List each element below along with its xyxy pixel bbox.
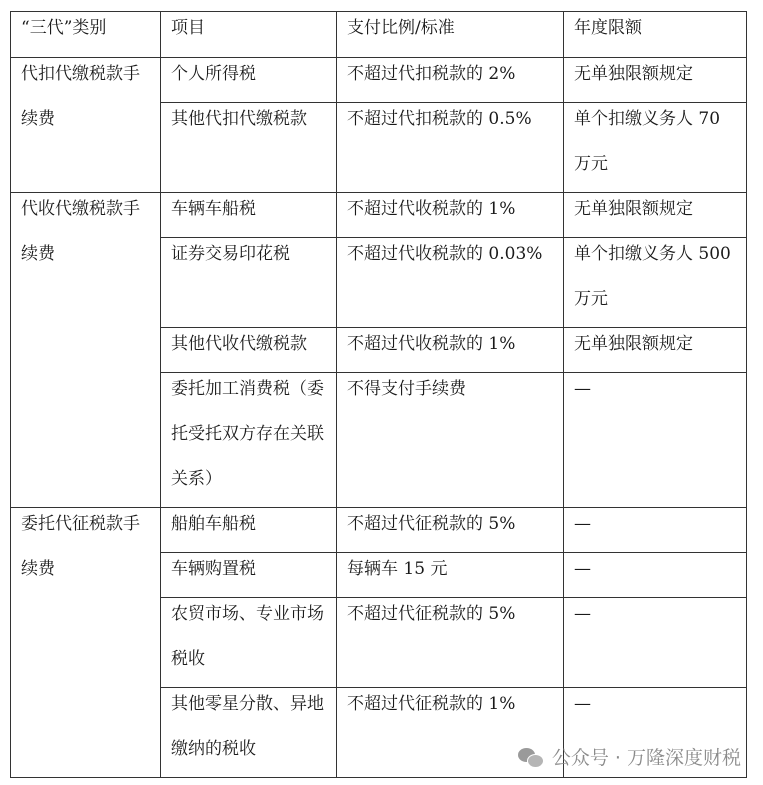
item-cell: 农贸市场、专业市场税收 (161, 598, 337, 688)
rate-cell: 不超过代收税款的 0.03% (337, 238, 564, 328)
limit-cell: — (564, 598, 747, 688)
watermark (518, 743, 741, 770)
item-cell: 其他零星分散、异地缴纳的税收 (161, 688, 337, 778)
rate-cell: 不超过代扣税款的 2% (337, 58, 564, 103)
rate-cell: 每辆车 15 元 (337, 553, 564, 598)
table-row (11, 58, 747, 103)
limit-cell: 单个扣缴义务人 500 万元 (564, 238, 747, 328)
item-cell: 个人所得税 (161, 58, 337, 103)
limit-cell: — (564, 508, 747, 553)
limit-cell: — (564, 373, 747, 508)
rate-cell: 不超过代收税款的 1% (337, 328, 564, 373)
item-cell: 船舶车船税 (161, 508, 337, 553)
item-cell: 车辆车船税 (161, 193, 337, 238)
category-cell: 委托代征税款手续费 (11, 508, 161, 778)
rate-cell: 不超过代征税款的 1% (337, 688, 564, 778)
header-cell: 项目 (161, 12, 337, 58)
fee-table (10, 11, 747, 778)
limit-cell: — (564, 688, 747, 778)
rate-cell: 不超过代征税款的 5% (337, 598, 564, 688)
limit-cell: — (564, 553, 747, 598)
limit-cell: 单个扣缴义务人 70 万元 (564, 103, 747, 193)
header-cell: “三代”类别 (11, 12, 161, 58)
wechat-icon (518, 746, 544, 768)
header-cell: 支付比例/标准 (337, 12, 564, 58)
rate-cell: 不得支付手续费 (337, 373, 564, 508)
table-header-row (11, 12, 747, 58)
item-cell: 委托加工消费税（委托受托双方存在关联关系） (161, 373, 337, 508)
table-row (11, 193, 747, 238)
table-row (11, 508, 747, 553)
item-cell: 其他代收代缴税款 (161, 328, 337, 373)
limit-cell: 无单独限额规定 (564, 328, 747, 373)
item-cell: 证券交易印花税 (161, 238, 337, 328)
item-cell: 车辆购置税 (161, 553, 337, 598)
category-cell: 代收代缴税款手续费 (11, 193, 161, 508)
item-cell: 其他代扣代缴税款 (161, 103, 337, 193)
rate-cell: 不超过代收税款的 1% (337, 193, 564, 238)
header-cell: 年度限额 (564, 12, 747, 58)
category-cell: 代扣代缴税款手续费 (11, 58, 161, 193)
rate-cell: 不超过代征税款的 5% (337, 508, 564, 553)
watermark-text: 公众号 · 万隆深度财税 (551, 747, 741, 769)
rate-cell: 不超过代扣税款的 0.5% (337, 103, 564, 193)
limit-cell: 无单独限额规定 (564, 58, 747, 103)
limit-cell: 无单独限额规定 (564, 193, 747, 238)
